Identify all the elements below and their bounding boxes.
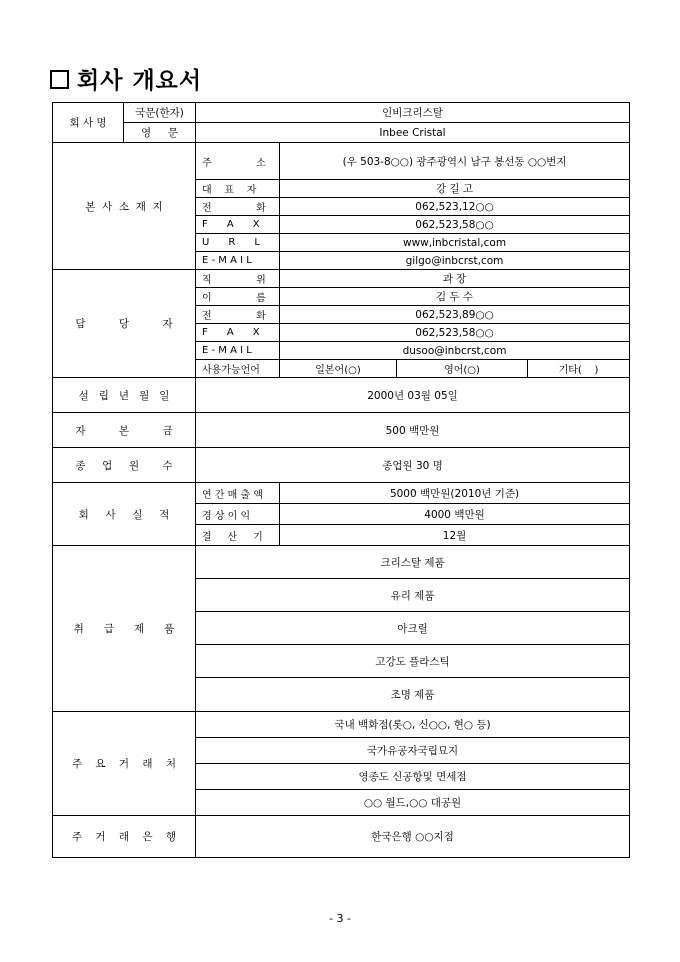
korean-name-label: 국문(한자) <box>124 103 196 123</box>
page-number: - 3 - <box>329 912 351 925</box>
company-name-label: 회 사 명 <box>53 103 124 143</box>
position-label: 직 위 <box>196 270 280 288</box>
profit-label: 경 상 이 익 <box>196 504 280 525</box>
company-name-row-korean <box>53 103 630 123</box>
korean-name-value: 인비크리스탈 <box>196 103 630 123</box>
client-row <box>53 712 630 738</box>
product-item: 아크릴 <box>196 612 630 645</box>
sales-value: 5000 백만원(2010년 기준) <box>280 483 630 504</box>
employees-value: 종업원 30 명 <box>196 448 630 483</box>
contact-email-label: E - M A I L <box>196 342 280 360</box>
founded-label: 설 립 년 월 일 <box>53 378 196 413</box>
products-label: 취 급 제 품 <box>53 546 196 712</box>
bank-row <box>53 816 630 858</box>
performance-label: 회 사 실 적 <box>53 483 196 546</box>
product-item: 조명 제품 <box>196 678 630 712</box>
url-label: U R L <box>196 234 280 252</box>
ceo-value: 강 길 고 <box>280 180 630 198</box>
address-label: 주 소 <box>196 143 280 180</box>
fax-label: F A X <box>196 216 280 234</box>
sales-label: 연 간 매 출 액 <box>196 483 280 504</box>
position-value: 과 장 <box>280 270 630 288</box>
product-item: 고강도 플라스틱 <box>196 645 630 678</box>
language-japanese: 일본어(○) <box>280 360 397 378</box>
contact-fax-label: F A X <box>196 324 280 342</box>
product-item: 유리 제품 <box>196 579 630 612</box>
contact-email-value[interactable]: dusoo@inbcrst,com <box>280 342 630 360</box>
product-row <box>53 546 630 579</box>
checkbox-square-icon <box>50 70 69 89</box>
contact-fax-value: 062,523,58○○ <box>280 324 630 342</box>
employees-label: 종 업 원 수 <box>53 448 196 483</box>
url-value[interactable]: www,inbcristal,com <box>280 234 630 252</box>
founded-row <box>53 378 630 413</box>
languages-label: 사용가능언어 <box>196 360 280 378</box>
phone-value: 062,523,12○○ <box>280 198 630 216</box>
head-office-label: 본 사 소 재 지 <box>53 143 196 270</box>
language-other: 기타( ) <box>528 360 630 378</box>
contact-row <box>53 270 630 288</box>
profit-value: 4000 백만원 <box>280 504 630 525</box>
address-value: (우 503-8○○) 광주광역시 남구 봉선동 ○○번지 <box>280 143 630 180</box>
clients-label: 주 요 거 래 처 <box>53 712 196 816</box>
email-value[interactable]: gilgo@inbcrst,com <box>280 252 630 270</box>
ceo-label: 대 표 자 <box>196 180 280 198</box>
product-item: 크리스탈 제품 <box>196 546 630 579</box>
employees-row <box>53 448 630 483</box>
performance-row <box>53 483 630 504</box>
company-overview-table <box>52 102 630 858</box>
contact-phone-label: 전 화 <box>196 306 280 324</box>
phone-label: 전 화 <box>196 198 280 216</box>
client-item: 영종도 신공항및 면세점 <box>196 764 630 790</box>
fiscal-value: 12월 <box>280 525 630 546</box>
page-title: 회사 개요서 <box>50 62 202 95</box>
company-name-row-english <box>53 123 630 143</box>
head-office-row <box>53 143 630 180</box>
bank-value: 한국은행 ○○지점 <box>196 816 630 858</box>
capital-label: 자 본 금 <box>53 413 196 448</box>
english-name-value: Inbee Cristal <box>196 123 630 143</box>
name-label: 이 름 <box>196 288 280 306</box>
name-value: 김 두 수 <box>280 288 630 306</box>
language-english: 영어(○) <box>397 360 528 378</box>
client-item: 국내 백화점(롯○, 신○○, 현○ 등) <box>196 712 630 738</box>
english-name-label: 영 문 <box>124 123 196 143</box>
fiscal-label: 결 산 기 <box>196 525 280 546</box>
bank-label: 주 거 래 은 행 <box>53 816 196 858</box>
fax-value: 062,523,58○○ <box>280 216 630 234</box>
client-item: 국가유공자국립묘지 <box>196 738 630 764</box>
capital-value: 500 백만원 <box>196 413 630 448</box>
contact-label: 담 당 자 <box>53 270 196 378</box>
contact-phone-value: 062,523,89○○ <box>280 306 630 324</box>
capital-row <box>53 413 630 448</box>
founded-value: 2000년 03월 05일 <box>196 378 630 413</box>
client-item: ○○ 월드,○○ 대공원 <box>196 790 630 816</box>
email-label: E - M A I L <box>196 252 280 270</box>
